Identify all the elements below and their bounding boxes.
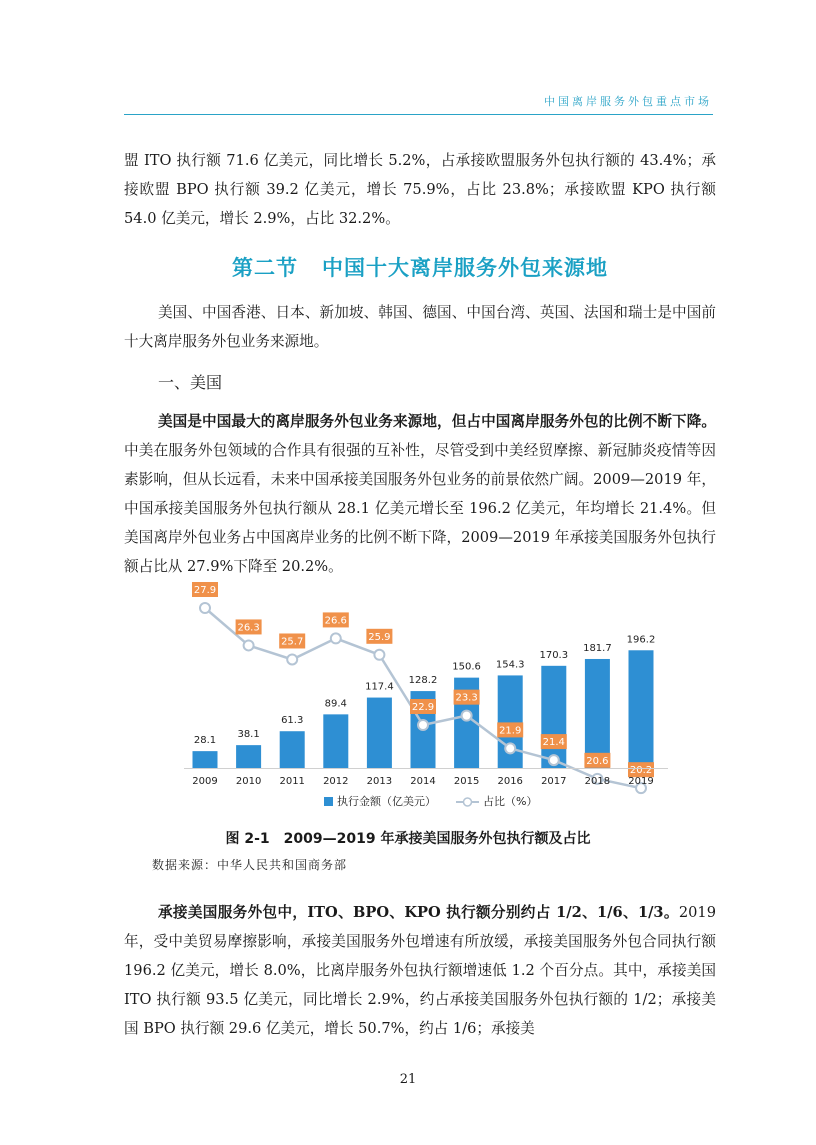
- share-point-2016: [505, 743, 515, 753]
- legend-line-label: 占比（%）: [483, 795, 538, 808]
- share-point-2012: [331, 633, 341, 643]
- legend-bar-swatch: [324, 797, 333, 806]
- bar-value-label-2015: 150.6: [452, 661, 481, 673]
- share-point-2015: [462, 711, 472, 721]
- intro-paragraph: 美国、中国香港、日本、新加坡、韩国、德国、中国台湾、英国、法国和瑞士是中国前十大离岸服务外包业务来源地。: [124, 304, 716, 350]
- share-label-2016: 21.9: [499, 725, 522, 737]
- bar-2012: [323, 714, 348, 768]
- bar-2019: [629, 650, 654, 768]
- header-divider: [124, 114, 713, 115]
- share-label-2015: 23.3: [455, 692, 478, 704]
- share-point-2014: [418, 720, 428, 730]
- bar-value-label-2014: 128.2: [408, 675, 438, 687]
- share-label-2014: 22.9: [411, 702, 435, 713]
- x-tick-2011: 2011: [279, 776, 305, 787]
- share-label-2012: 26.6: [324, 615, 347, 627]
- bar-value-label-2013: 117.4: [365, 681, 394, 693]
- bar-value-label-2016: 154.3: [495, 659, 525, 671]
- x-tick-2016: 2016: [497, 776, 523, 787]
- bar-2017: [541, 666, 566, 768]
- share-label-2013: 25.9: [368, 631, 391, 643]
- bar-2011: [280, 731, 305, 768]
- usa-outsourcing-chart: [176, 578, 676, 810]
- x-tick-labels: [192, 776, 653, 787]
- section-heading-text: 中国十大离岸服务外包来源地: [322, 256, 608, 280]
- legend: [324, 794, 537, 808]
- bar-2010: [236, 745, 261, 768]
- bottom-paragraph-body: 2019 年，受中美贸易摩擦影响，承接美国服务外包增速有所放缓，承接美国服务外包合同执行额 196.2 亿美元，增长 8.0%，比离岸服务外包执行额增速低 1.2 个百分点。其中，承接美国 ITO 执行额 93.5 亿美元，同比增长 2.9%，约占承接美国服务外包执行额的 1/2；承接美国 BPO 执行额 29.6 亿美元，增长 50.7%，约占 1/6；承接美: [124, 904, 716, 1037]
- bottom-paragraph-lead: 承接美国服务外包中，ITO、BPO、KPO 执行额分别约占 1/2、1/6、1/3。: [158, 904, 679, 921]
- share-point-2010: [244, 640, 254, 650]
- section-title: [124, 252, 716, 282]
- share-point-2011: [287, 654, 297, 664]
- x-tick-2010: 2010: [235, 776, 262, 787]
- bar-value-label-2012: 89.4: [324, 698, 347, 710]
- x-tick-2019: 2019: [628, 776, 654, 787]
- bar-2013: [367, 698, 392, 768]
- data-source: 数据来源：中华人民共和国商务部: [152, 858, 348, 872]
- share-label-2018: 20.6: [586, 755, 609, 767]
- legend-bar-label: 执行金额（亿美元）: [337, 795, 436, 808]
- x-tick-2013: 2013: [366, 776, 393, 787]
- usa-paragraph: [124, 407, 716, 581]
- share-label-2010: 26.3: [237, 622, 260, 634]
- share-label-2019: 20.2: [629, 765, 653, 777]
- subheading-usa: 一、美国: [158, 373, 223, 392]
- x-tick-2009: 2009: [192, 776, 218, 787]
- bar-value-label-2019: 196.2: [626, 634, 656, 646]
- bar-value-label-2018: 181.7: [583, 642, 612, 654]
- share-point-2009: [200, 603, 210, 613]
- share-label-2017: 21.4: [542, 737, 565, 749]
- bar-value-label-2010: 38.1: [237, 729, 260, 741]
- share-point-2017: [549, 755, 559, 765]
- x-tick-2014: 2014: [410, 776, 436, 787]
- usa-paragraph-lead: 美国是中国最大的离岸服务外包业务来源地，但占中国离岸服务外包的比例不断下降。: [158, 413, 716, 430]
- figure-caption: 图 2-1 2009—2019 年承接美国服务外包执行额及占比: [225, 831, 591, 847]
- bar-2018: [585, 659, 610, 768]
- x-tick-2015: 2015: [453, 776, 480, 787]
- bar-value-label-2009: 28.1: [193, 735, 217, 747]
- section-number: 第二节: [232, 256, 298, 280]
- bar-value-label-2011: 61.3: [281, 715, 304, 727]
- continued-paragraph: 盟 ITO 执行额 71.6 亿美元，同比增长 5.2%，占承接欧盟服务外包执行额的 43.4%；承接欧盟 BPO 执行额 39.2 亿美元，增长 75.9%，占比 23.8%；承接欧盟 KPO 执行额 54.0 亿美元，增长 2.9%，占比 32.2%。: [124, 152, 716, 227]
- page-number: 21: [399, 1072, 417, 1087]
- x-tick-2018: 2018: [584, 776, 611, 787]
- usa-paragraph-body: 中美在服务外包领域的合作具有很强的互补性，尽管受到中美经贸摩擦、新冠肺炎疫情等因素影响，但从长远看，未来中国承接美国服务外包业务的前景依然广阔。2009—2019 年，中国承接美国服务外包执行额从 28.1 亿美元增长至 196.2 亿美元，年均增长 21.4%。但美国离岸外包业务占中国离岸业务的比例不断下降，2009—2019 年承接美国服务外包执行额占比从 27.9%下降至 20.2%。: [124, 442, 716, 575]
- x-tick-2017: 2017: [541, 776, 567, 787]
- bar-value-label-2017: 170.3: [539, 649, 569, 661]
- legend-line-marker: [464, 798, 472, 806]
- bottom-paragraph: [124, 898, 716, 1043]
- share-label-2009: 27.9: [193, 585, 217, 596]
- bar-2009: [193, 751, 218, 768]
- share-point-2013: [374, 650, 384, 660]
- share-label-2011: 25.7: [281, 636, 304, 648]
- x-tick-2012: 2012: [323, 776, 349, 787]
- running-header: 中国离岸服务外包重点市场: [544, 95, 712, 108]
